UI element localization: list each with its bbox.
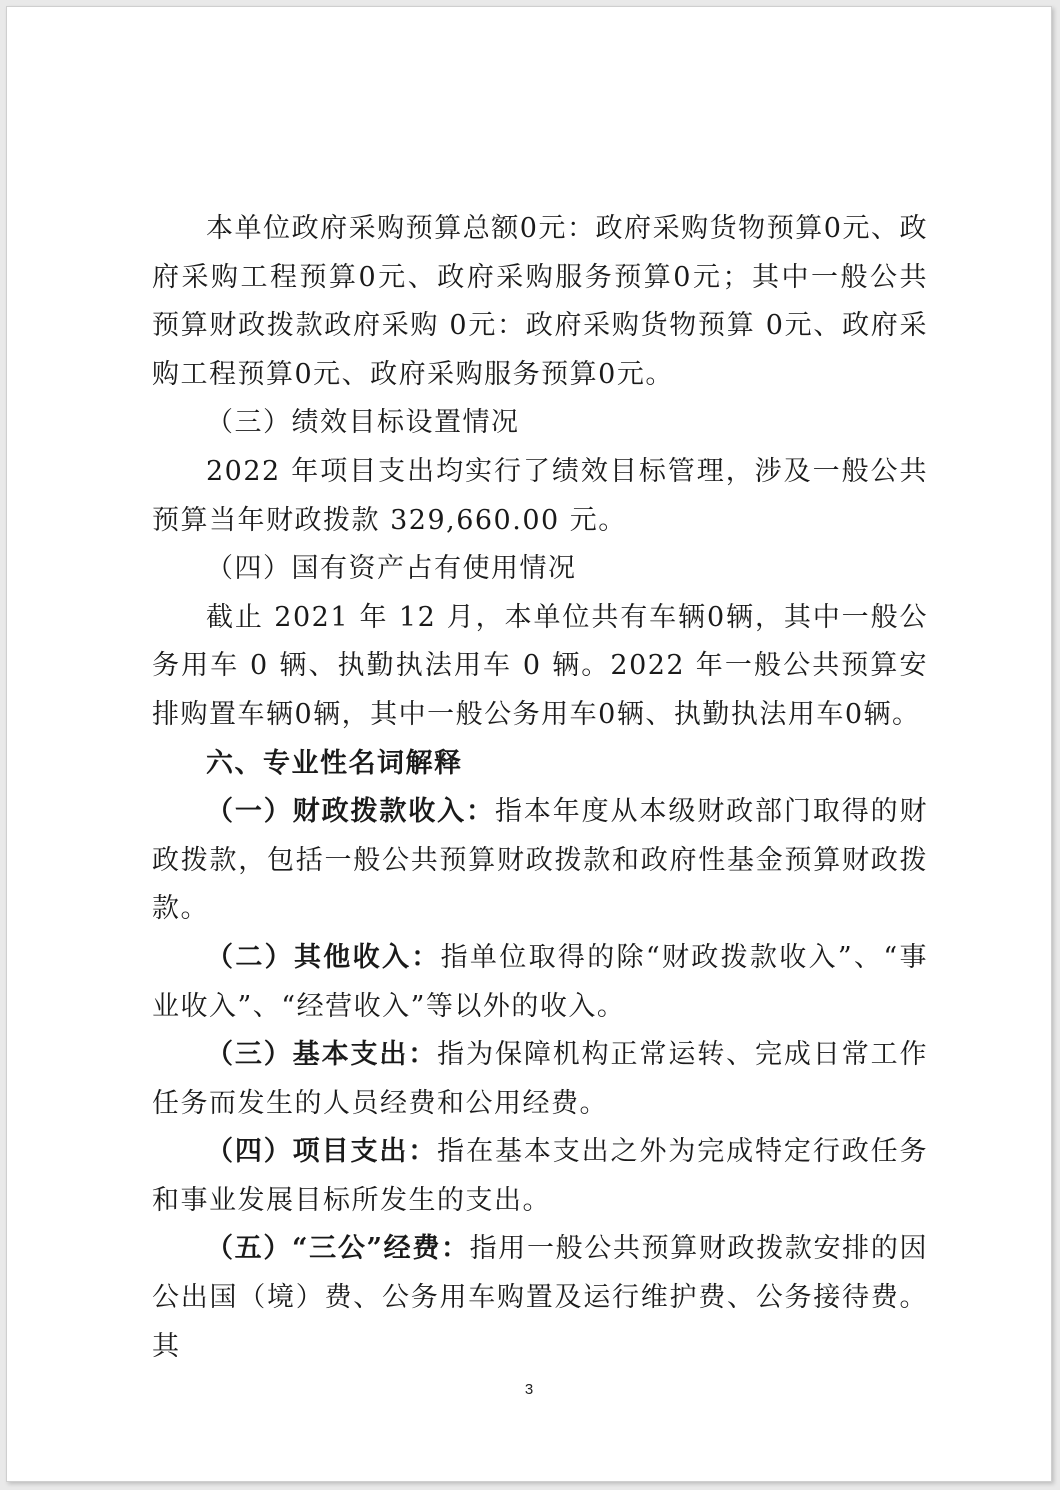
document-page [6, 6, 1052, 1482]
definition-term: （五）“三公”经费： [206, 1233, 470, 1265]
definition-term: （一）财政拨款收入： [206, 796, 495, 828]
page-number: 3 [524, 1381, 534, 1398]
definition-item [152, 1031, 928, 1128]
assets-heading: （四）国有资产占有使用情况 [206, 553, 577, 585]
page-body [152, 205, 928, 1371]
definition-text: 指在基本支出之外为完成特定行政任务和事业发展目标所发生的支出。 [152, 1136, 929, 1216]
procurement-paragraph: 本单位政府采购预算总额0元：政府采购货物预算0元、政府采购工程预算0元、政府采购服务预算0元；其中一般公共预算财政拨款政府采购 0元：政府采购货物预算 0元、政府采购工程预算0元、政府采购服务预算0元。 [152, 213, 928, 390]
definition-item [152, 788, 928, 934]
definition-item [152, 1128, 928, 1225]
performance-heading: （三）绩效目标设置情况 [206, 407, 520, 439]
performance-paragraph: 2022 年项目支出均实行了绩效目标管理，涉及一般公共预算当年财政拨款 329,660.00 元。 [152, 455, 928, 536]
definition-text: 指用一般公共预算财政拨款安排的因公出国（境）费、公务用车购置及运行维护费、公务接待费。其 [152, 1233, 929, 1362]
definition-text: 指为保障机构正常运转、完成日常工作任务而发生的人员经费和公用经费。 [152, 1039, 929, 1119]
definition-text: 指单位取得的除“财政拨款收入”、“事业收入”、“经营收入”等以外的收入。 [152, 941, 928, 1022]
definition-item [152, 1225, 928, 1371]
definition-item [152, 934, 928, 1031]
definition-term: （四）项目支出： [206, 1136, 438, 1168]
definition-term: （二）其他收入： [206, 941, 441, 973]
definition-text: 指本年度从本级财政部门取得的财政拨款，包括一般公共预算财政拨款和政府性基金预算财政拨款。 [152, 796, 929, 925]
section-six-title: 六、专业性名词解释 [206, 747, 463, 779]
assets-paragraph: 截止 2021 年 12 月，本单位共有车辆0辆，其中一般公务用车 0 辆、执勤执法用车 0 辆。2022 年一般公共预算安排购置车辆0辆，其中一般公务用车0辆、执勤执法用车0辆。 [152, 601, 928, 730]
definition-term: （三）基本支出： [206, 1039, 438, 1071]
